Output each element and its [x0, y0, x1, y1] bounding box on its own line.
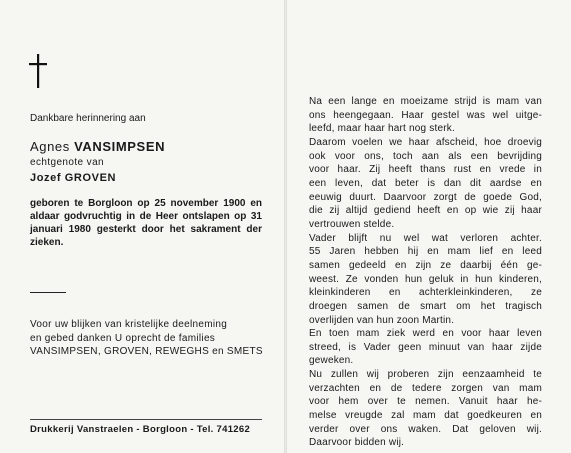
text-line: Daarvoor bidden wij.	[309, 437, 405, 449]
footer-divider	[30, 419, 262, 420]
text-line: geweken.	[309, 355, 354, 367]
text-line: Nu zullen wij proberen zijn eenzaamheid te	[309, 369, 542, 381]
text-line: voor haar. Zij heeft thans rust en vrede in	[309, 164, 542, 176]
text-line: vertrouwen stelde.	[309, 218, 395, 230]
thanks-line: Voor uw blijken van kristelijke deelneming	[30, 319, 228, 330]
text-line: ook voor ons, toch aan als een bevrijding	[309, 150, 542, 162]
text-line: leefd, maar haar hart nog sterk.	[309, 123, 455, 135]
thanks-line: VANSIMPSEN, GROVEN, REWEGHS en SMETS	[30, 346, 263, 357]
text-line: Vader blijft nu wel wat verloren achter.	[309, 232, 542, 244]
biography-text: geboren te Borgloon op 25 november 1900 en aldaar godvruchtig in de Heer ontslapen op 31 januari 1980 gesterkt door het sakrament der zieken.	[30, 198, 262, 248]
text-line: kleinkinderen en achterkleinkinderen, ze	[309, 287, 542, 299]
memorial-text	[309, 95, 542, 450]
text-line: Daarom voelen we haar afscheid, hoe droevig	[309, 136, 542, 148]
text-line: verzachten en de tedere zorgen van mam	[309, 382, 542, 394]
text-line: melse vreugde zal mam dat goedkeuren en	[309, 410, 542, 422]
text-line: voor hem over te nemen. Vanuit haar he-	[309, 396, 542, 408]
text-line: verder over ons waken. Dat geloven wij.	[309, 423, 542, 435]
text-line: samen gedeeld en zijn ze daarbij één ge-	[309, 259, 542, 271]
text-line: weest. Ze vonden hun geluk in hun kinderen,	[309, 273, 542, 285]
text-line: Na een lange en moeizame strijd is mam van	[309, 96, 542, 107]
intro-text: Dankbare herinnering aan	[30, 113, 146, 124]
deceased-name	[30, 139, 165, 154]
text-line: eeuwig duurt. Daarvoor zorgt de goede God,	[309, 191, 542, 203]
text-line: streed, is Vader geen minuut van haar zijde	[309, 341, 542, 353]
text-line: overlijden van hun zoon Martin.	[309, 314, 455, 326]
right-panel	[287, 0, 571, 453]
text-line: ons heengegaan. Haar gestel was wel uitge-	[309, 109, 542, 121]
cross-icon	[29, 54, 47, 88]
text-line: droegen samen de smart om het tragisch	[309, 300, 542, 312]
text-line: En toen mam ziek werd en voor haar leven	[309, 328, 542, 340]
deceased-first-name: Agnes	[30, 139, 70, 154]
spouse-name: Jozef GROVEN	[30, 172, 117, 184]
deceased-last-name: VANSIMPSEN	[74, 139, 166, 154]
thanks-line: en gebed danken U oprecht de families	[30, 332, 216, 344]
thanks-block	[30, 318, 270, 359]
text-line: 55 Jaren hebben hij en mam lief en leed	[309, 246, 542, 258]
printer-credit: Drukkerij Vanstraelen - Borgloon - Tel. 741262	[30, 424, 251, 435]
divider	[30, 292, 66, 293]
text-line: die zij altijd gediend heeft en op wie zij haar	[309, 205, 542, 217]
text-line: een leven, dat beter is dan dit aardse en	[309, 177, 542, 189]
left-panel	[0, 0, 284, 453]
spouse-label: echtgenote van	[30, 157, 104, 168]
